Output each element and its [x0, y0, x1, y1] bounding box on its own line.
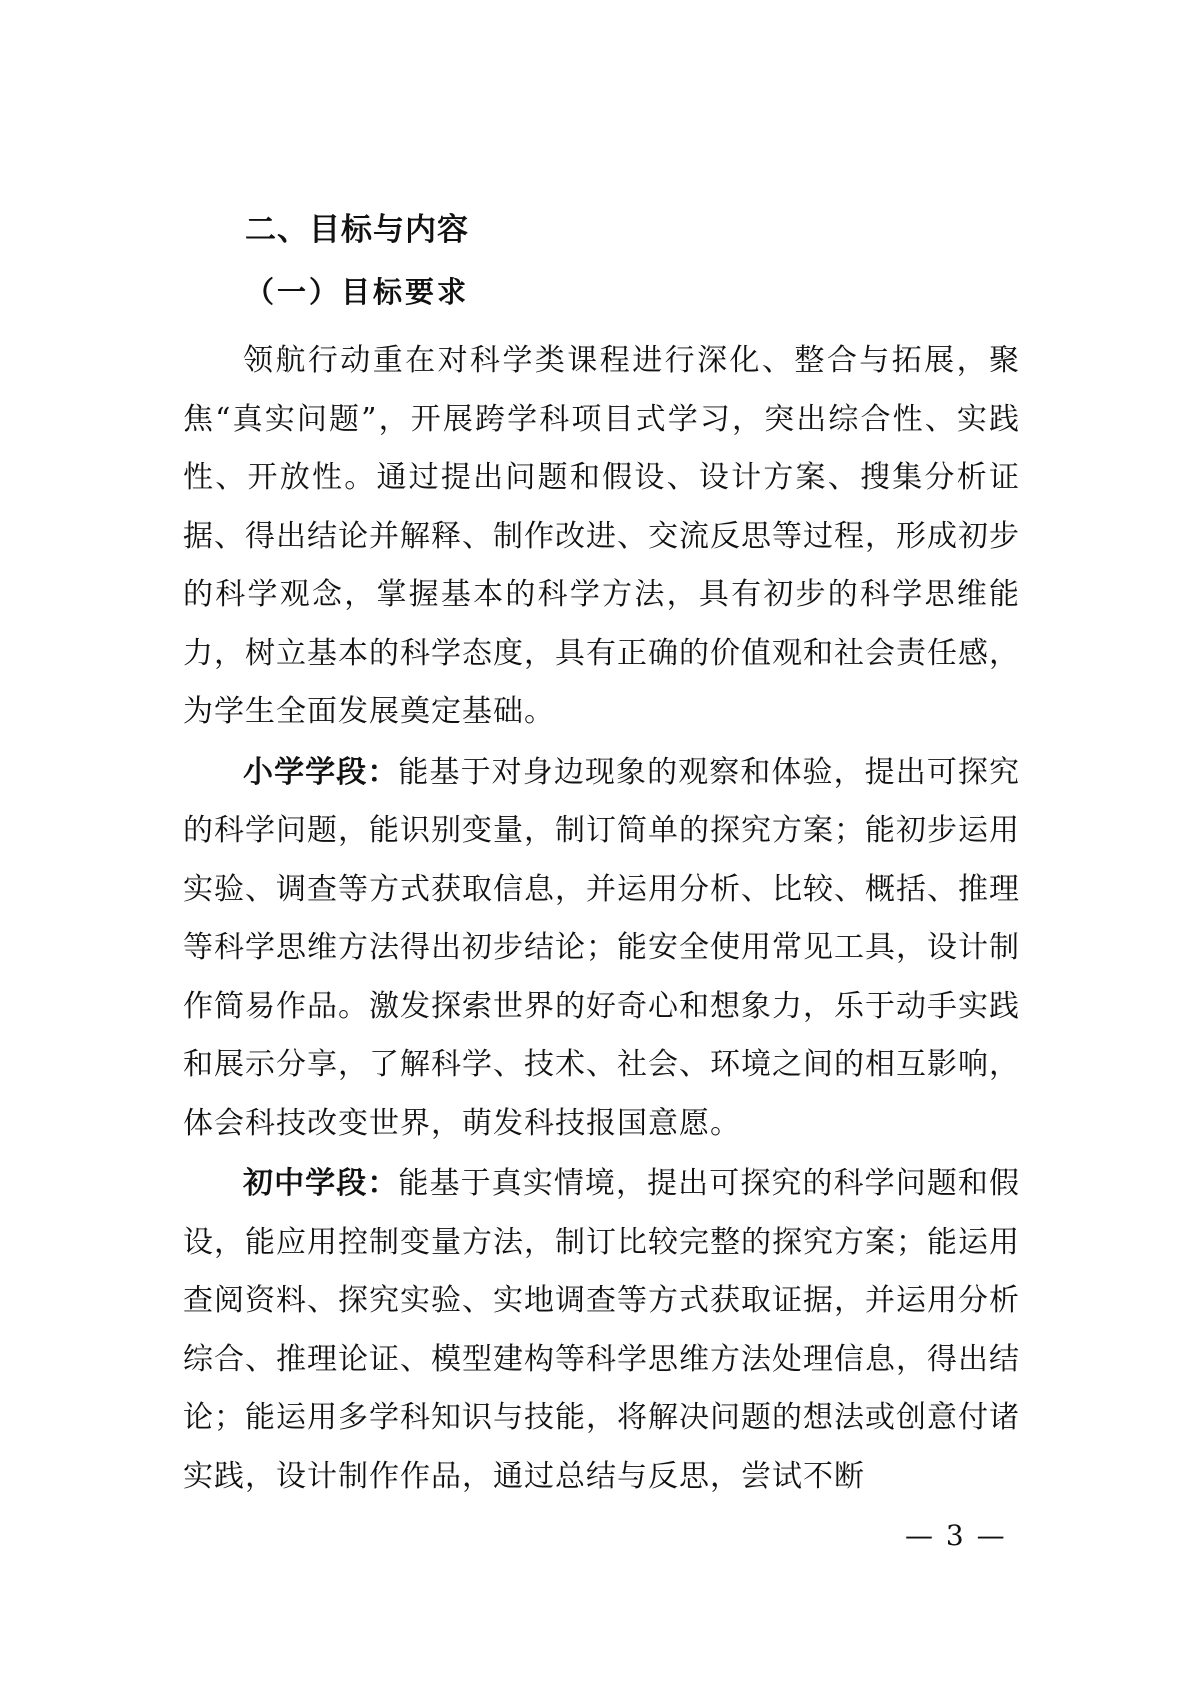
primary-stage-paragraph [183, 744, 1020, 1154]
page-number: — 3 — [905, 1519, 1007, 1552]
intro-paragraph: 领航行动重在对科学类课程进行深化、整合与拓展，聚焦“真实问题”，开展跨学科项目式学习，突出综合性、实践性、开放性。通过提出问题和假设、设计方案、搜集分析证据、得出结论并解释、制作改进、交流反思等过程，形成初步的科学观念，掌握基本的科学方法，具有初步的科学思维能力，树立基本的科学态度，具有正确的价值观和社会责任感，为学生全面发展奠定基础。 [183, 343, 1020, 729]
section-heading: 二、目标与内容 [245, 212, 469, 248]
primary-stage-text: 能基于对身边现象的观察和体验，提出可探究的科学问题，能识别变量，制订简单的探究方案；能初步运用实验、调查等方式获取信息，并运用分析、比较、概括、推理等科学思维方法得出初步结论；能安全使用常见工具，设计制作简易作品。激发探索世界的好奇心和想象力，乐于动手实践和展示分享，了解科学、技术、社会、环境之间的相互影响，体会科技改变世界，萌发科技报国意愿。 [183, 754, 1021, 1141]
junior-stage-text: 能基于真实情境，提出可探究的科学问题和假设，能应用控制变量方法，制订比较完整的探究方案；能运用查阅资料、探究实验、实地调查等方式获取证据，并运用分析综合、推理论证、模型建构等科学思维方法处理信息，得出结论；能运用多学科知识与技能，将解决问题的想法或创意付诸实践，设计制作作品，通过总结与反思，尝试不断 [183, 1166, 1021, 1494]
junior-stage-lead: 初中学段： [243, 1166, 399, 1201]
junior-stage-paragraph [183, 1155, 1020, 1506]
page-content [183, 210, 1020, 1506]
primary-stage-lead: 小学学段： [243, 754, 399, 790]
subsection-heading: （一）目标要求 [245, 275, 470, 309]
